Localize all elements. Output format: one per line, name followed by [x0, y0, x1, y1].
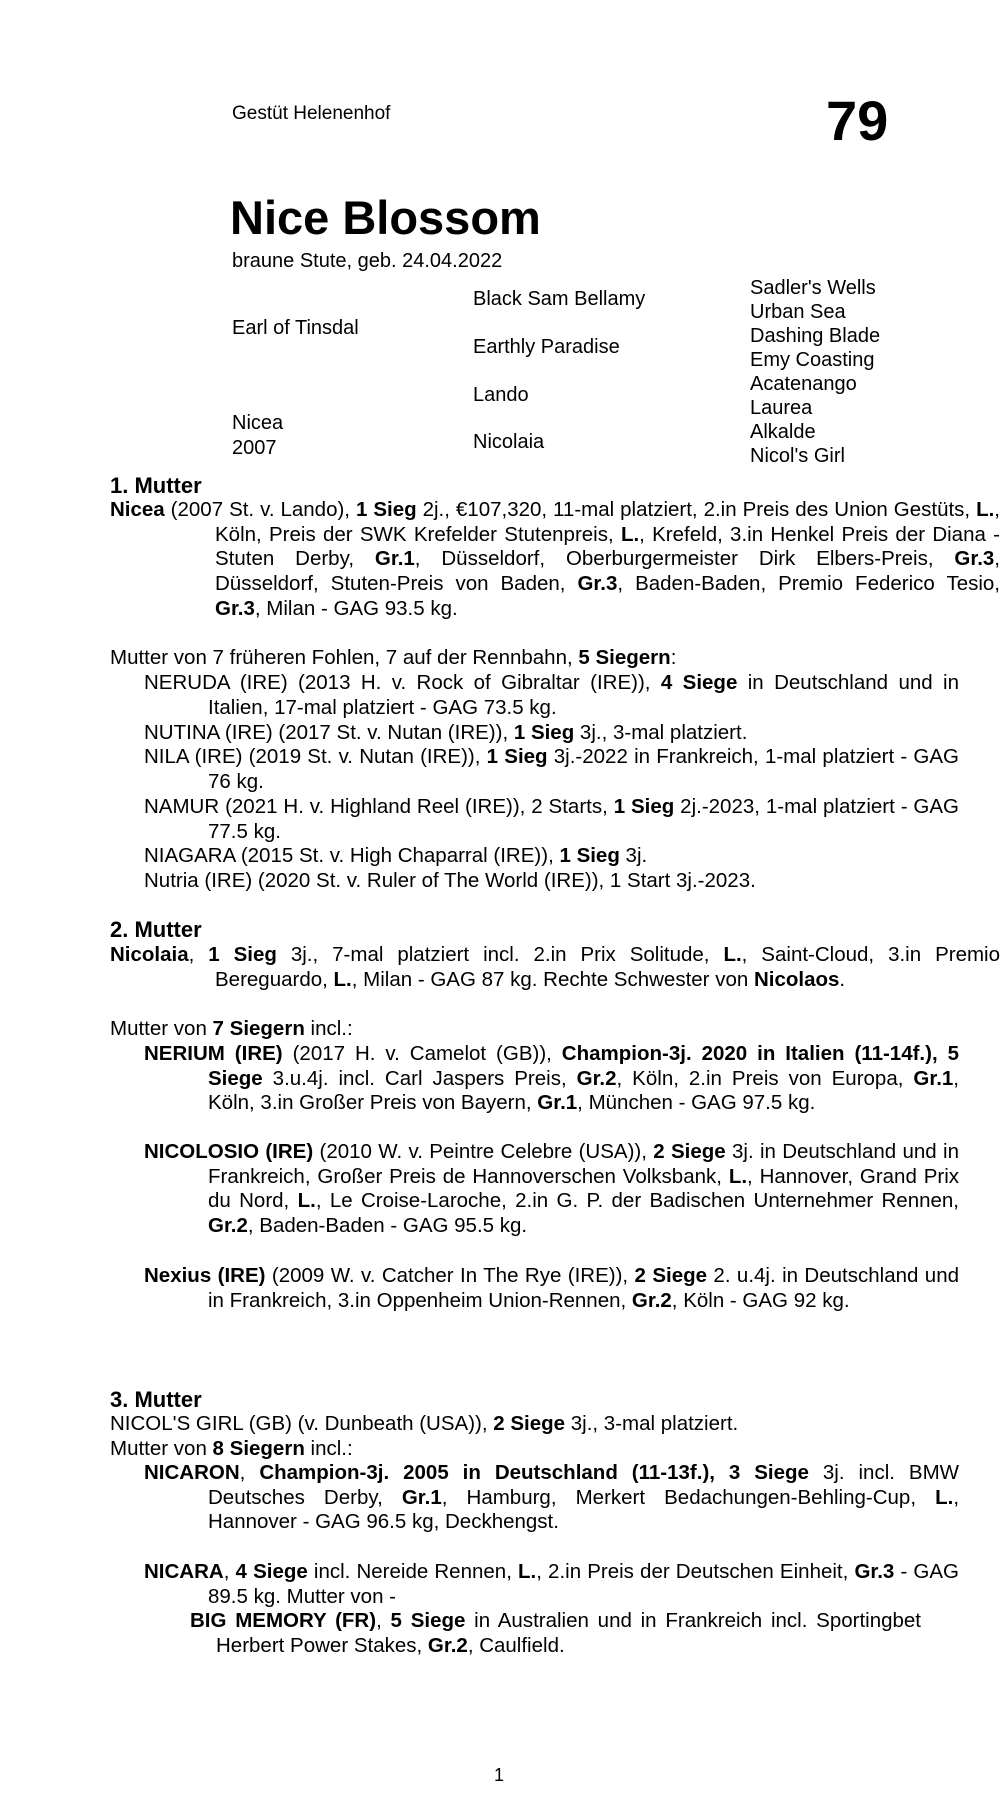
produce-entry — [144, 1140, 959, 1239]
text-run: , Köln, 3.in Großer Preis von Bayern, — [208, 1066, 959, 1115]
produce-entry — [144, 844, 959, 869]
produce-entry — [144, 1461, 959, 1535]
bold-run: Champion-3j. 2020 in Italien (11-14f.), 5 Siege — [208, 1042, 959, 1090]
text-run: (2010 W. v. Peintre Celebre (USA)), — [313, 1140, 654, 1163]
produce-entry — [144, 869, 959, 894]
pedigree-g3-entry: Sadler's Wells — [750, 277, 876, 299]
bold-run: NICARON — [144, 1461, 240, 1484]
horse-description: braune Stute, geb. 24.04.2022 — [232, 250, 503, 272]
text-run: . — [839, 967, 846, 991]
produce-entry — [144, 671, 959, 720]
text-run: , — [188, 943, 209, 966]
bold-run: BIG MEMORY (FR) — [190, 1609, 377, 1632]
text-run: , Baden-Baden - GAG 95.5 kg. — [247, 1214, 528, 1238]
text-run: NERUDA (IRE) (2013 H. v. Rock of Gibraltar (IRE)), — [144, 671, 661, 694]
text-run: 2. u.4j. in Deutschland und in Frankreich, 3.in Oppenheim Union-Rennen, — [208, 1264, 959, 1312]
section-heading-mutter2: 2. Mutter — [110, 917, 202, 942]
text-run: , 2.in Preis der Deutschen Einheit, — [536, 1560, 855, 1583]
pedigree-g3-entry: Dashing Blade — [750, 325, 881, 347]
bold-run: 8 Siegern — [212, 1437, 305, 1460]
text-run: (2009 W. v. Catcher In The Rye (IRE)), — [265, 1264, 635, 1287]
bold-run: L. — [976, 498, 995, 521]
bold-run: L. — [935, 1485, 954, 1509]
bold-run: NERIUM (IRE) — [144, 1042, 283, 1065]
text-run: , Düsseldorf, Oberburgermeister Dirk Elbers-Preis, — [414, 547, 955, 571]
text-run: in Australien und in Frankreich incl. Sportingbet Herbert Power Stakes, — [216, 1609, 922, 1657]
bold-run: L. — [333, 967, 352, 991]
text-run: Mutter von 7 früheren Fohlen, 7 auf der Rennbahn, — [110, 646, 579, 669]
pedigree-sire-sire: Black Sam Bellamy — [473, 288, 646, 310]
pedigree-g3-entry: Nicol's Girl — [750, 445, 845, 467]
text-run: - GAG 89.5 kg. Mutter von - — [208, 1560, 959, 1608]
bold-run: Gr.1 — [537, 1091, 578, 1115]
text-run: incl.: — [304, 1437, 353, 1460]
text-run: 2j.-2023, 1-mal platziert - GAG 77.5 kg. — [208, 795, 959, 843]
text-run: NIAGARA (2015 St. v. High Chaparral (IRE)), — [144, 844, 560, 867]
text-run: , Köln - GAG 92 kg. — [671, 1288, 850, 1312]
bold-run: 2 Siege — [493, 1412, 566, 1435]
text-run: , — [239, 1461, 260, 1484]
bold-run: Gr.2 — [576, 1066, 617, 1090]
text-run: NICOL'S GIRL (GB) (v. Dunbeath (USA)), — [110, 1412, 494, 1435]
bold-run: 1 Sieg — [355, 498, 417, 521]
text-run: , Hannover - GAG 96.5 kg, Deckhengst. — [208, 1485, 960, 1534]
bold-run: 1 Sieg — [486, 745, 548, 768]
produce-entry — [144, 721, 959, 746]
bold-run: 5 Siegern — [578, 646, 671, 669]
text-run: Mutter von — [110, 1017, 213, 1040]
pedigree-g3-entry: Urban Sea — [750, 301, 846, 323]
bold-run: Gr.1 — [374, 547, 415, 571]
text-run: Mutter von — [110, 1437, 213, 1460]
text-run: incl.: — [304, 1017, 353, 1040]
produce-summary — [110, 1017, 895, 1042]
bold-run: Gr.3 — [954, 547, 995, 571]
text-run: 3j., 3-mal platziert. — [565, 1412, 739, 1435]
bold-run: Nicolaos — [753, 967, 840, 991]
text-run: , — [223, 1560, 236, 1583]
text-run: , Caulfield. — [467, 1633, 565, 1657]
bold-run: Gr.1 — [401, 1485, 442, 1509]
text-run: in Deutschland und in Italien, 17-mal platziert - GAG 73.5 kg. — [208, 671, 959, 719]
bold-run: 1 Sieg — [513, 721, 575, 744]
text-run: , Milan - GAG 93.5 kg. — [254, 596, 458, 620]
bold-run: 4 Siege — [235, 1560, 308, 1583]
bold-run: L. — [728, 1164, 748, 1188]
bold-run: Gr.1 — [913, 1066, 954, 1090]
bold-run: 7 Siegern — [212, 1017, 305, 1040]
bold-run: L. — [723, 943, 742, 966]
grandprodu-entry — [190, 1609, 921, 1658]
stud-name: Gestüt Helenenhof — [232, 103, 391, 124]
text-run: , Baden-Baden, Premio Federico Tesio, — [617, 572, 1000, 596]
bold-run: 4 Siege — [660, 671, 738, 694]
bold-run: L. — [518, 1560, 537, 1583]
bold-run: Gr.2 — [208, 1214, 248, 1238]
pedigree-dam-sire: Lando — [473, 384, 529, 406]
text-run: , Milan - GAG 87 kg. Rechte Schwester von — [351, 967, 754, 991]
pedigree-g3-entry: Emy Coasting — [750, 349, 875, 371]
bold-run: NICOLOSIO (IRE) — [144, 1140, 314, 1163]
text-run: , Köln, 2.in Preis von Europa, — [616, 1066, 914, 1090]
text-run: 3j. incl. BMW Deutsches Derby, — [208, 1461, 959, 1509]
produce-entry — [144, 745, 959, 794]
text-run: (2017 H. v. Camelot (GB)), — [282, 1042, 562, 1065]
dam-record — [110, 498, 1000, 622]
bold-run: L. — [297, 1189, 316, 1213]
text-run: , München - GAG 97.5 kg. — [577, 1091, 816, 1115]
pedigree-sire: Earl of Tinsdal — [232, 317, 359, 339]
bold-run: Gr.3 — [854, 1560, 895, 1583]
pedigree-third-generation — [750, 276, 880, 468]
dam-record — [110, 943, 1000, 992]
produce-entry — [144, 1264, 959, 1313]
bold-run: 5 Siege — [390, 1609, 466, 1632]
text-run: , Krefeld, 3.in Henkel Preis der Diana - Stuten Derby, — [215, 522, 1000, 571]
bold-run: Gr.3 — [215, 596, 255, 620]
bold-run: Nicea — [110, 498, 165, 521]
bold-run: L. — [620, 522, 640, 546]
text-run: , Le Croise-Laroche, 2.in G. P. der Badischen Unternehmer Rennen, — [315, 1189, 960, 1213]
pedigree-dam-year: 2007 — [232, 437, 277, 459]
pedigree-g3-entry: Laurea — [750, 397, 813, 419]
bold-run: Champion-3j. 2005 in Deutschland (11-13f.), 3 Siege — [259, 1461, 809, 1484]
produce-summary — [110, 1437, 895, 1462]
bold-run: 2 Siege — [653, 1140, 726, 1163]
dam-record — [110, 1412, 895, 1437]
text-run: 3j. in Deutschland und in Frankreich, Großer Preis de Hannoverschen Volksbank, — [208, 1140, 959, 1188]
text-run: 3j. — [619, 844, 648, 867]
text-run: incl. Nereide Rennen, — [307, 1560, 519, 1583]
pedigree-dam: Nicea — [232, 412, 284, 434]
text-run: 3j.-2022 in Frankreich, 1-mal platziert - GAG 76 kg. — [208, 745, 959, 793]
text-run: , Saint-Cloud, 3.in Premio Bereguardo, — [215, 943, 1000, 991]
text-run: , Düsseldorf, Stuten-Preis von Baden, — [215, 547, 1000, 596]
pedigree-dam-dam: Nicolaia — [473, 431, 545, 453]
bold-run: Gr.3 — [577, 572, 618, 596]
text-run: 2j., €107,320, 11-mal platziert, 2.in Preis des Union Gestüts, — [416, 498, 977, 521]
text-run: NILA (IRE) (2019 St. v. Nutan (IRE)), — [144, 745, 487, 768]
produce-summary — [110, 646, 895, 671]
bold-run: 2 Siege — [634, 1264, 708, 1287]
page-number: 1 — [494, 1765, 505, 1785]
produce-entry — [144, 1560, 959, 1609]
bold-run: 1 Sieg — [559, 844, 620, 867]
section-heading-mutter1: 1. Mutter — [110, 473, 202, 498]
bold-run: Gr.2 — [631, 1288, 672, 1312]
text-run: (2007 St. v. Lando), — [164, 498, 356, 521]
bold-run: NICARA — [144, 1560, 224, 1583]
text-run: Nutria (IRE) (2020 St. v. Ruler of The World (IRE)), 1 Start 3j.-2023. — [144, 869, 756, 892]
section-heading-mutter3: 3. Mutter — [110, 1387, 202, 1412]
text-run: 3j., 7-mal platziert incl. 2.in Prix Solitude, — [276, 943, 724, 966]
text-run: , Hamburg, Merkert Bedachungen-Behling-Cup, — [441, 1485, 936, 1509]
bold-run: Nexius (IRE) — [144, 1264, 266, 1287]
bold-run: Gr.2 — [427, 1633, 468, 1657]
text-run: , Hannover, Grand Prix du Nord, — [208, 1164, 960, 1213]
produce-entry — [144, 795, 959, 844]
text-run: NUTINA (IRE) (2017 St. v. Nutan (IRE)), — [144, 721, 514, 744]
text-run: , — [376, 1609, 391, 1632]
bold-run: Nicolaia — [110, 943, 189, 966]
text-run: : — [670, 646, 677, 669]
pedigree-g3-entry: Alkalde — [750, 421, 816, 443]
produce-entry — [144, 1042, 959, 1116]
horse-name: Nice Blossom — [230, 191, 541, 244]
text-run: 3.u.4j. incl. Carl Jaspers Preis, — [262, 1066, 577, 1090]
pedigree-g3-entry: Acatenango — [750, 373, 857, 395]
bold-run: 1 Sieg — [613, 795, 675, 818]
text-run: 3j., 3-mal platziert. — [574, 721, 748, 744]
text-run: NAMUR (2021 H. v. Highland Reel (IRE)), 2 Starts, — [144, 795, 614, 818]
pedigree-sire-dam: Earthly Paradise — [473, 336, 620, 358]
bold-run: 1 Sieg — [208, 943, 277, 966]
text-run: , Köln, Preis der SWK Krefelder Stutenpreis, — [215, 498, 1000, 546]
lot-number: 79 — [826, 89, 889, 152]
